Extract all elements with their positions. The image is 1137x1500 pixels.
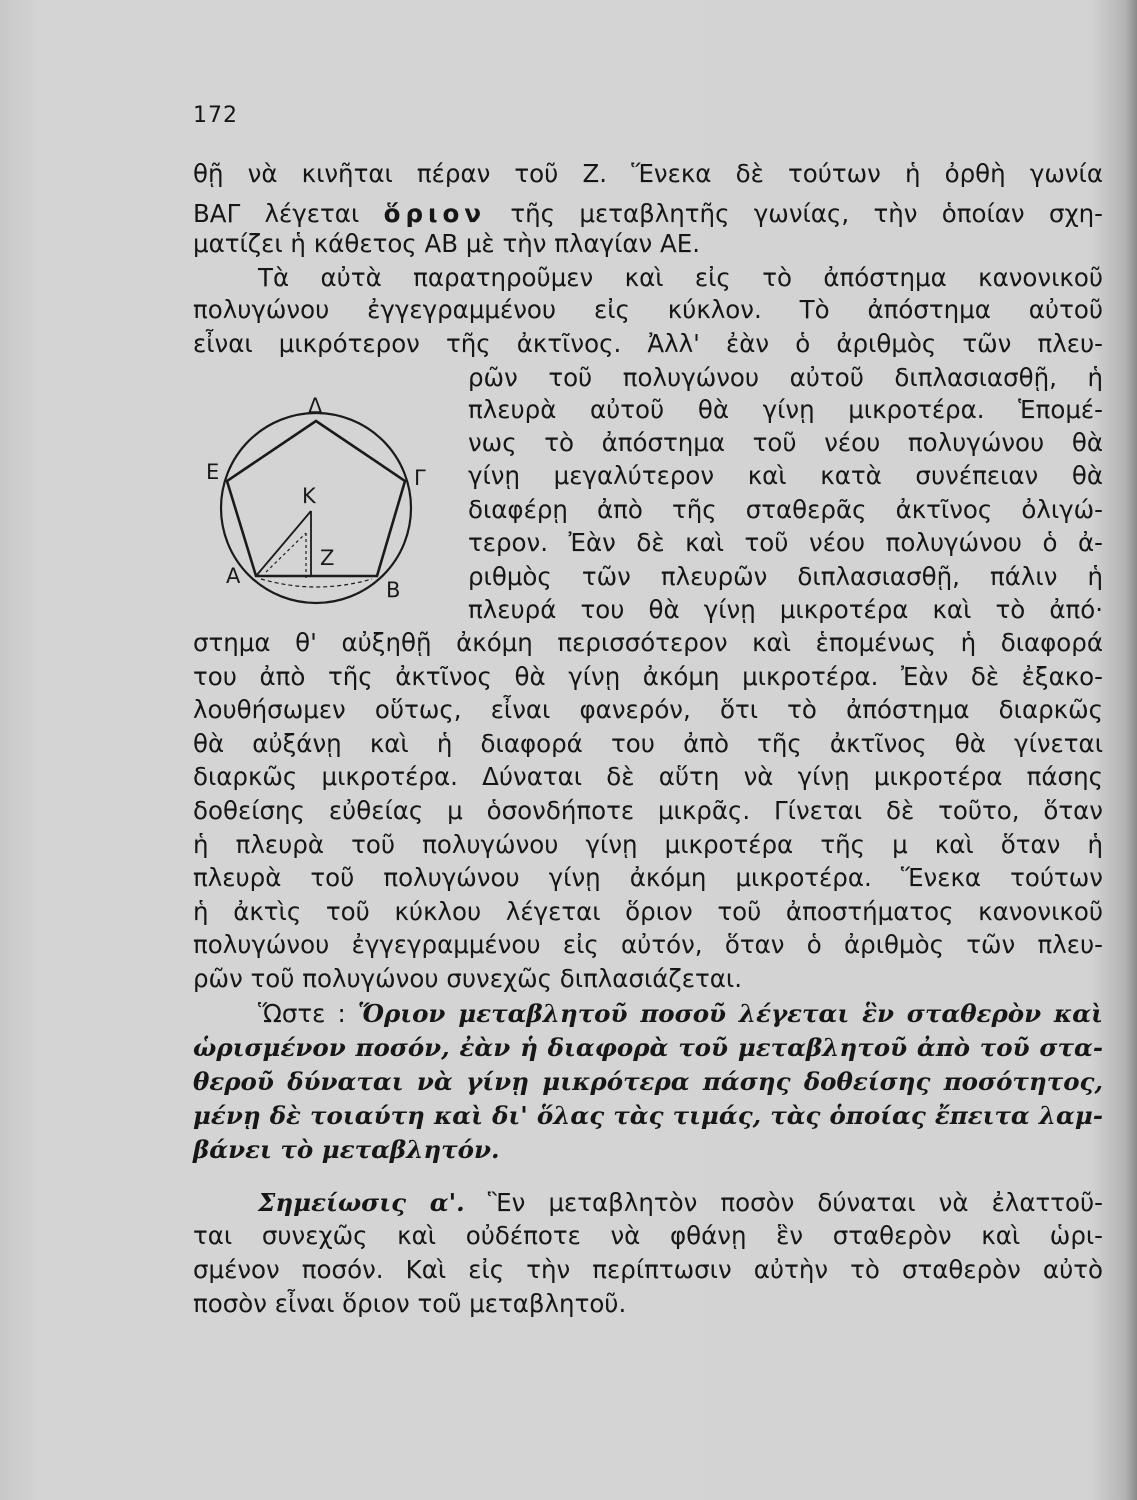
emphasized-term: ὅριον <box>383 199 487 228</box>
text-line: λουθήσωμεν οὕτως, εἶναι φανερόν, ὅτι τὸ ἀπόστημα διαρκῶς <box>193 695 1103 724</box>
text-line: πολυγώνου ἐγγεγραμμένου εἰς κύκλον. Τὸ ἀπόστημα αὐτοῦ <box>193 295 1103 324</box>
text-segment: τῆς μεταβλητῆς γωνίας, τὴν ὁποίαν σχη- <box>510 199 1104 228</box>
pentagon-figure <box>196 383 456 613</box>
label-beta: Β <box>386 578 401 602</box>
definition-line: θεροῦ δύναται νὰ γίνῃ μικρότερα πάσης δοθείσης ποσότητος, <box>193 1067 1103 1096</box>
text-line <box>193 198 1103 230</box>
text-line: διαρκῶς μικροτέρα. Δύναται δὲ αὕτη νὰ γίνῃ μικροτέρα πάσης <box>193 762 1103 791</box>
text-line: ρῶν τοῦ πολυγώνου συνεχῶς διπλασιάζεται. <box>193 964 742 993</box>
definition-line: ὡρισμένον ποσόν, ἐὰν ἡ διαφορὰ τοῦ μεταβλητοῦ ἀπὸ τοῦ στα- <box>193 1033 1103 1062</box>
text-line: τερον. Ἐὰν δὲ καὶ τοῦ νέου πολυγώνου ὁ ἀ- <box>468 528 1103 557</box>
text-line: θὰ αὐξάνῃ καὶ ἡ διαφορά του ἀπὸ τῆς ἀκτῖνος θὰ γίνεται <box>193 729 1103 758</box>
note-line: ται συνεχῶς καὶ οὐδέποτε νὰ φθάνῃ ἓν σταθερὸν καὶ ὡρι- <box>193 1221 1103 1250</box>
construction-line <box>266 533 306 572</box>
note-line: ποσὸν εἶναι ὅριον τοῦ μεταβλητοῦ. <box>193 1289 627 1318</box>
text-line: εἶναι μικρότερον τῆς ἀκτῖνος. Ἀλλ' ἐὰν ὁ ἀριθμὸς τῶν πλευ- <box>193 329 1103 358</box>
text-line: πλευρὰ τοῦ πολυγώνου γίνῃ ἀκόμη μικροτέρα. Ἕνεκα τούτων <box>193 863 1103 892</box>
text-line: στημα θ' αὐξηθῇ ἀκόμη περισσότερον καὶ ἑπομένως ἡ διαφορά <box>193 628 1103 657</box>
note-line <box>258 1187 1103 1219</box>
text-line: πολυγώνου ἐγγεγραμμένου εἰς αὐτόν, ὅταν ὁ ἀριθμὸς τῶν πλευ- <box>193 930 1103 959</box>
arc-line <box>261 579 372 587</box>
text-line: νως τὸ ἀπόστημα τοῦ νέου πολυγώνου θὰ <box>468 428 1103 457</box>
definition-line: βάνει τὸ μεταβλητόν. <box>193 1135 500 1164</box>
note-text: Ἓν μεταβλητὸν ποσὸν δύναται νὰ ἐλαττοῦ- <box>487 1188 1103 1217</box>
circumscribed-circle <box>221 413 411 603</box>
definition-text: Ὅριον μεταβλητοῦ ποσοῦ λέγεται ἓν σταθερὸν καὶ <box>357 999 1103 1028</box>
text-line: διαφέρῃ ἀπὸ τῆς σταθερᾶς ἀκτῖνος ὀλιγώ- <box>468 495 1103 524</box>
text-line: πλευρά του θὰ γίνῃ μικροτέρα καὶ τὸ ἀπό· <box>468 595 1103 624</box>
note-line: σμένον ποσόν. Καὶ εἰς τὴν περίπτωσιν αὐτὴν τὸ σταθερὸν αὐτὸ <box>193 1255 1103 1284</box>
text-line: δοθείσης εὐθείας μ ὁσονδήποτε μικρᾶς. Γίνεται δὲ τοῦτο, ὅταν <box>193 796 1103 825</box>
note-label: Σημείωσις α'. <box>258 1188 465 1217</box>
label-delta: Δ <box>308 394 323 418</box>
radius-line <box>256 511 311 576</box>
label-alpha: Α <box>226 564 241 588</box>
definition-line <box>258 998 1103 1030</box>
page-number: 172 <box>193 103 238 128</box>
text-line: θῇ νὰ κινῆται πέραν τοῦ Ζ. Ἕνεκα δὲ τούτων ἡ ὀρθὴ γωνία <box>193 159 1103 188</box>
text-line: ρῶν τοῦ πολυγώνου αὐτοῦ διπλασιασθῇ, ἡ <box>468 363 1103 392</box>
text-line: πλευρὰ αὐτοῦ θὰ γίνῃ μικροτέρα. Ἑπομέ- <box>468 395 1103 424</box>
text-line: Τὰ αὐτὰ παρατηροῦμεν καὶ εἰς τὸ ἀπόστημα κανονικοῦ <box>258 263 1103 292</box>
definition-lead: Ὥστε : <box>258 999 346 1028</box>
definition-line: μένῃ δὲ τοιαύτη καὶ δι' ὅλας τὰς τιμάς, τὰς ὁποίας ἔπειτα λαμ- <box>193 1101 1103 1130</box>
label-gamma: Γ <box>414 466 426 490</box>
text-line: ἡ πλευρὰ τοῦ πολυγώνου γίνῃ μικροτέρα τῆς μ καὶ ὅταν ἡ <box>193 830 1103 859</box>
text-line: ματίζει ἡ κάθετος ΑΒ μὲ τὴν πλαγίαν ΑΕ. <box>193 229 701 258</box>
inscribed-pentagon <box>227 421 405 576</box>
label-zeta: Ζ <box>320 546 335 570</box>
text-line: του ἀπὸ τῆς ἀκτῖνος θὰ γίνῃ ἀκόμη μικροτέρα. Ἐὰν δὲ ἐξακο- <box>193 662 1103 691</box>
text-line: ριθμὸς τῶν πλευρῶν διπλασιασθῇ, πάλιν ἡ <box>468 562 1103 591</box>
text-line: ἡ ἀκτὶς τοῦ κύκλου λέγεται ὅριον τοῦ ἀποστήματος κανονικοῦ <box>193 897 1103 926</box>
text-segment: ΒΑΓ λέγεται <box>193 199 360 228</box>
text-line: γίνῃ μεγαλύτερον καὶ κατὰ συνέπειαν θὰ <box>468 461 1103 490</box>
label-epsilon: Ε <box>206 460 220 484</box>
pentagon-diagram <box>196 383 456 613</box>
label-kappa: Κ <box>302 484 316 508</box>
